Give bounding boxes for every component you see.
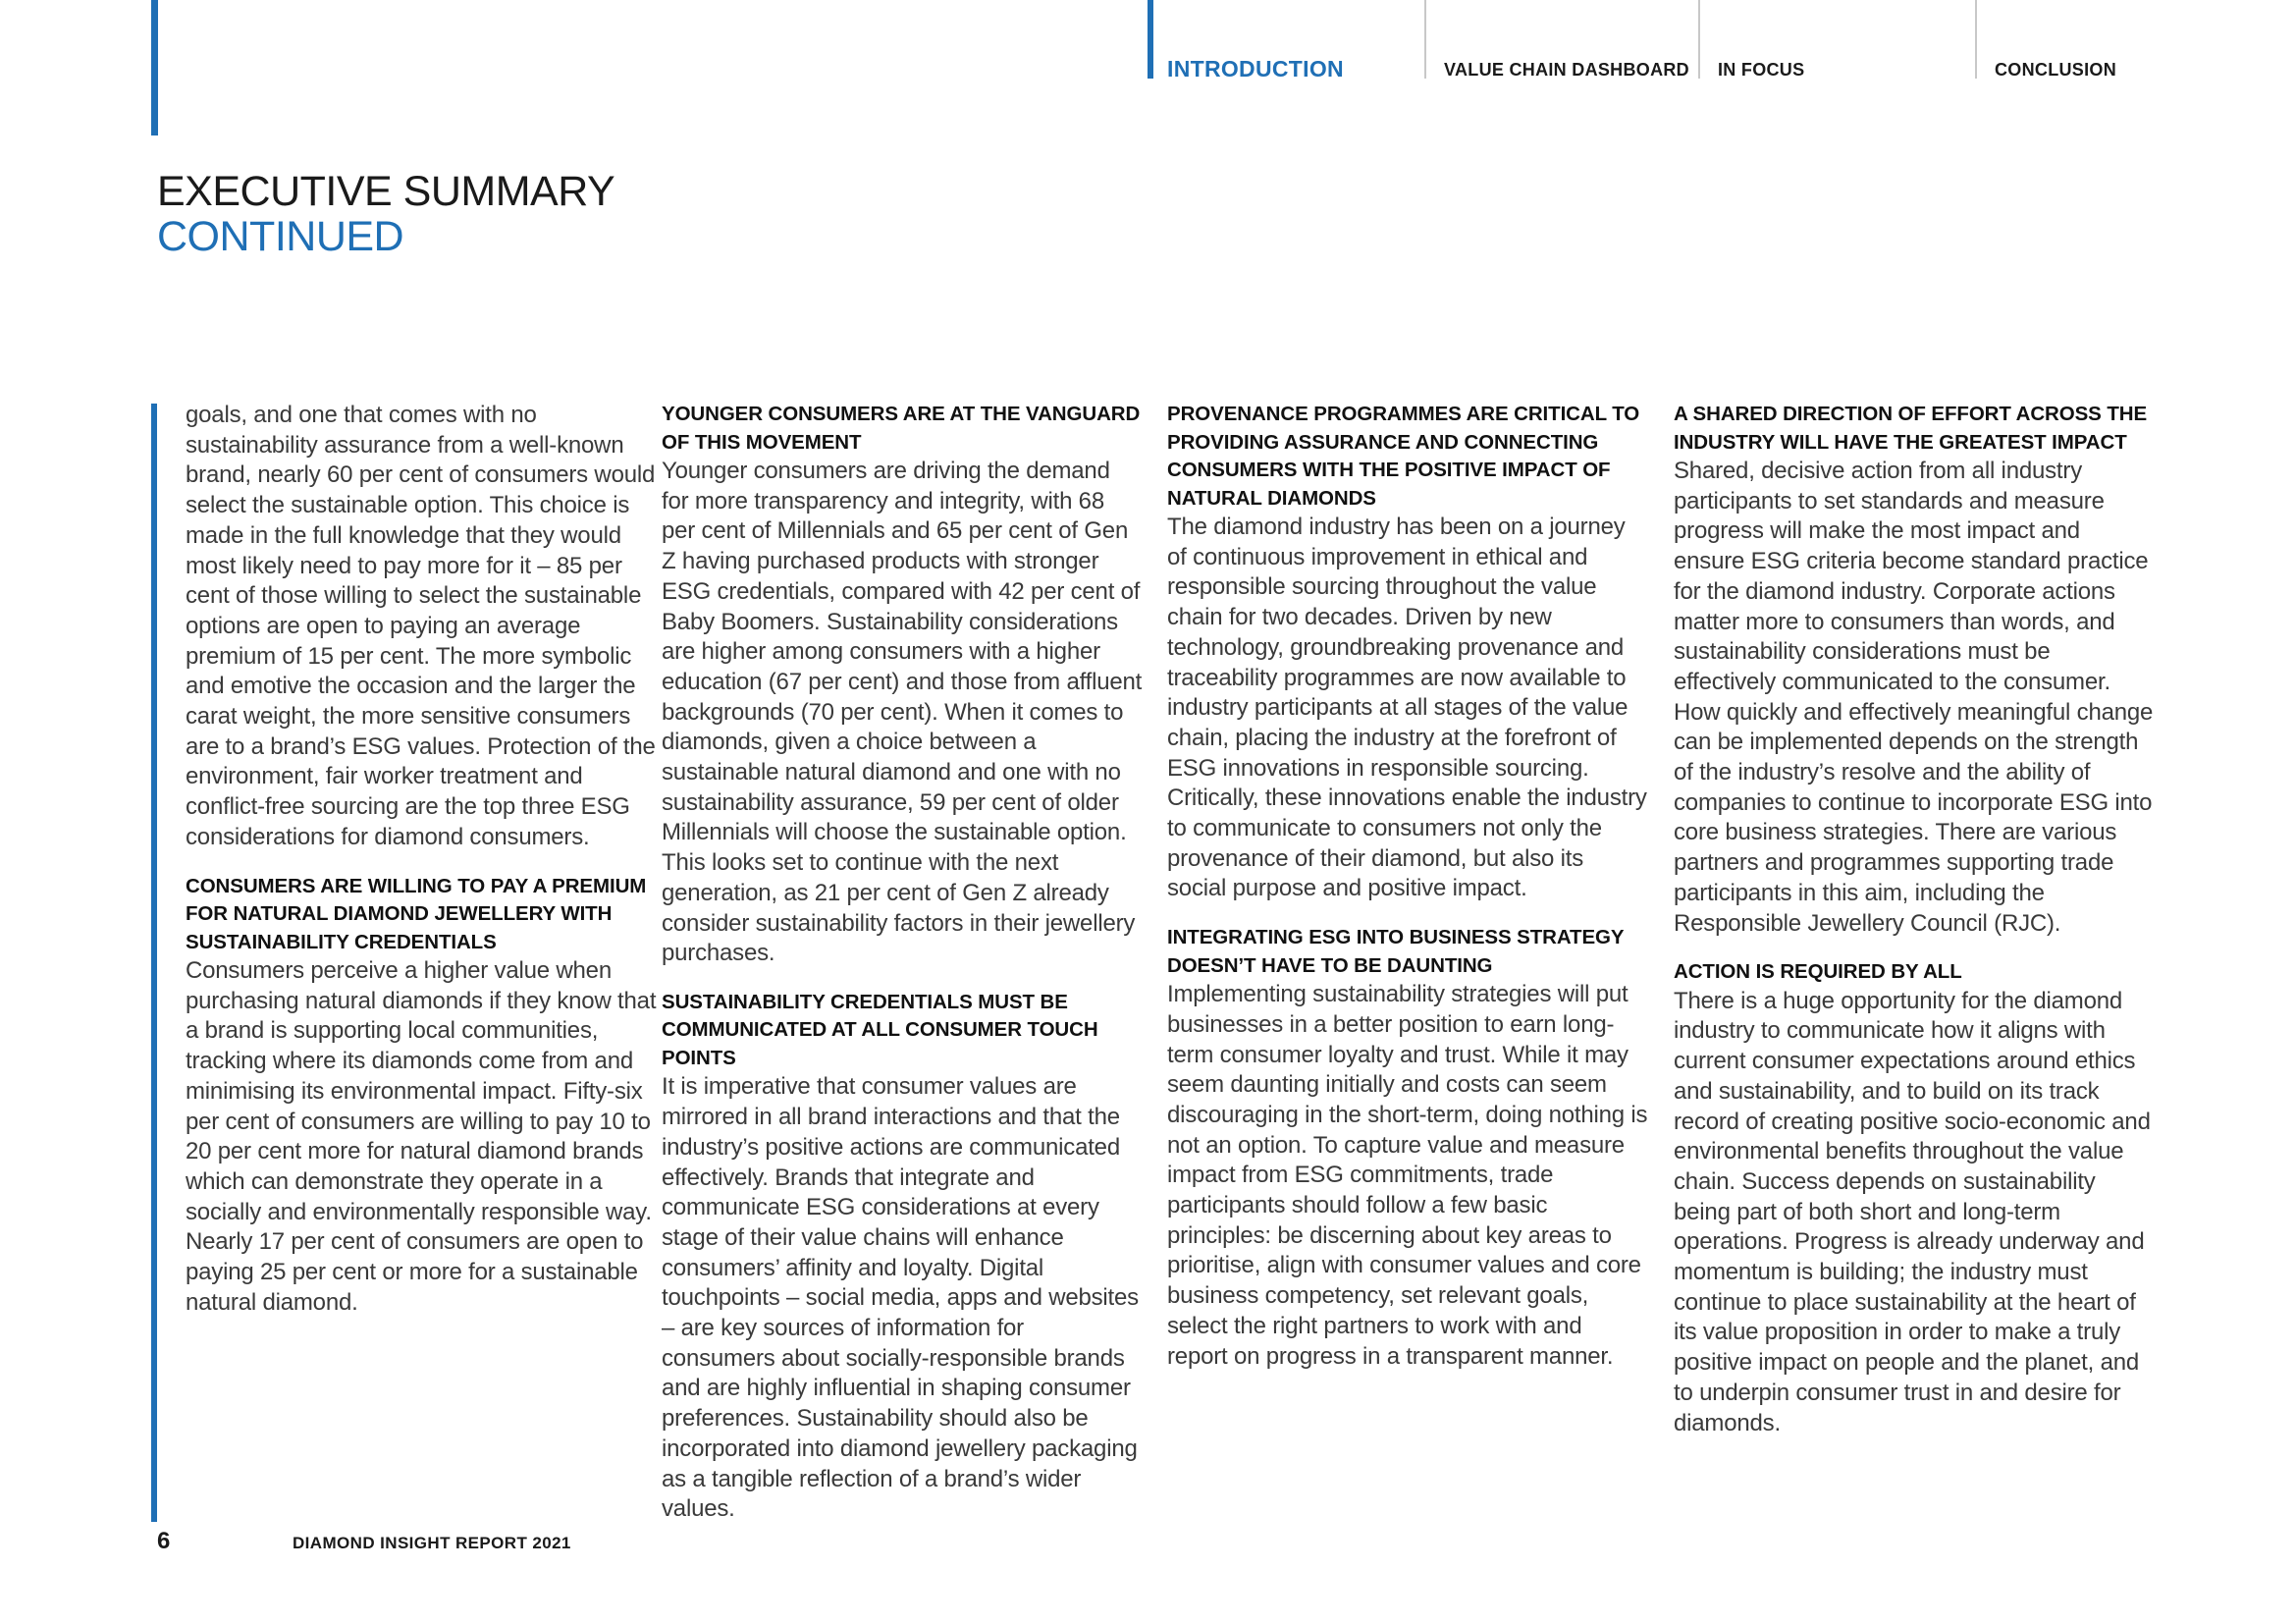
- tab-divider: [1975, 0, 1977, 79]
- body-paragraph: Consumers perceive a higher value when purchasing natural diamonds if they know that a brand is supporting local communities, tracking where its diamonds come from and minimising its environmental impact. Fifty-six per cent of consumers are willing to pay 10 to 20 per cent more for natural diamond brands which can demonstrate they operate in a socially and environmentally responsible way. Nearly 17 per cent of consumers are open to paying 25 per cent or more for a sustainable natural diamond.: [186, 957, 657, 1316]
- section-heading: INTEGRATING ESG INTO BUSINESS STRATEGY DOESN’T HAVE TO BE DAUNTING: [1167, 926, 1625, 977]
- tab-conclusion[interactable]: [1975, 0, 2240, 79]
- column-1: [186, 401, 667, 1318]
- tab-divider: [1424, 0, 1426, 79]
- body-paragraph: The diamond industry has been on a journey of continuous improvement in ethical and responsible sourcing throughout the value chain for two decades. Driven by new technology, groundbreaking provenance and traceability programmes are now available to industry participants at all stages of the value chain, placing the industry at the forefront of ESG innovations in responsible sourcing. Critically, these innovations enable the industry to communicate to consumers not only the provenance of their diamond, but also its social purpose and positive impact.: [1167, 514, 1647, 902]
- body-paragraph: Shared, decisive action from all industry participants to set standards and measure progress will make the most impact and ensure ESG criteria become standard practice for the diamond industry. Corporate actions matter more to consumers than words, and sustainability considerations must be effectively communicated to the consumer. How quickly and effectively meaningful change can be implemented depends on the strength of the industry’s resolve and the ability of companies to continue to incorporate ESG into core business strategies. There are various partners and programmes supporting trade participants in this aim, including the Responsible Jewellery Council (RJC).: [1674, 458, 2154, 937]
- section-heading: CONSUMERS ARE WILLING TO PAY A PREMIUM FOR NATURAL DIAMOND JEWELLERY WITH SUSTAINABILITY CREDENTIALS: [186, 874, 647, 953]
- page-title-line2: CONTINUED: [157, 213, 404, 260]
- body-paragraph: goals, and one that comes with no sustainability assurance from a well-known brand, nearly 60 per cent of consumers would select the sustainable option. This choice is made in the full knowledge that they would most likely need to pay more for it – 85 per cent of those willing to select the sustainable options are open to paying an average premium of 15 per cent. The more symbolic and emotive the occasion and the larger the carat weight, the more sensitive consumers are to a brand’s ESG values. Protection of the environment, fair worker treatment and conflict-free sourcing are the top three ESG considerations for diamond consumers.: [186, 402, 656, 850]
- tab-in-focus[interactable]: [1698, 0, 1963, 79]
- section-heading: A SHARED DIRECTION OF EFFORT ACROSS THE INDUSTRY WILL HAVE THE GREATEST IMPACT: [1674, 403, 2148, 454]
- page-number: 6: [157, 1528, 171, 1554]
- tab-value-chain-dashboard[interactable]: [1424, 0, 1689, 79]
- body-paragraph: Younger consumers are driving the demand for more transparency and integrity, with 68 per cent of Millennials and 65 per cent of Gen Z having purchased products with stronger ESG credentials, compared with 42 per cent of Baby Boomers. Sustainability considerations are higher among consumers with a higher education (67 per cent) and those from affluent backgrounds (70 per cent). When it comes to diamonds, given a choice between a sustainable natural diamond and one with no sustainability assurance, 59 per cent of older Millennials will choose the sustainable option. This looks set to continue with the next generation, as 21 per cent of Gen Z already consider sustainability factors in their jewellery purchases.: [662, 458, 1143, 967]
- tab-label: VALUE CHAIN DASHBOARD: [1444, 60, 1689, 80]
- tab-divider: [1698, 0, 1700, 79]
- body-paragraph: Implementing sustainability strategies will put businesses in a better position to earn long-term consumer loyalty and trust. While it may seem daunting initially and costs can seem discouraging in the short-term, doing nothing is not an option. To capture value and measure impact from ESG commitments, trade participants should follow a few basic principles: be discerning about key areas to prioritise, align with consumer values and core business competency, set relevant goals, select the right partners to work with and report on progress in a transparent manner.: [1167, 981, 1648, 1370]
- page-title-line1: EXECUTIVE SUMMARY: [157, 168, 615, 215]
- tab-label: IN FOCUS: [1718, 60, 1805, 80]
- footer-report-title: DIAMOND INSIGHT REPORT 2021: [293, 1534, 571, 1552]
- column-3: [1167, 401, 1648, 1372]
- tab-divider: [1148, 0, 1153, 79]
- section-heading: SUSTAINABILITY CREDENTIALS MUST BE COMMUNICATED AT ALL CONSUMER TOUCH POINTS: [662, 990, 1098, 1069]
- tab-introduction[interactable]: [1148, 0, 1413, 79]
- tab-label: CONCLUSION: [1995, 60, 2116, 80]
- body-paragraph: There is a huge opportunity for the diamond industry to communicate how it aligns with current consumer expectations around ethics and sustainability, and to build on its track record of creating positive socio-economic and environmental benefits throughout the value chain. Success depends on sustainability being part of both short and long-term operations. Progress is already underway and momentum is building; the industry must continue to place sustainability at the heart of its value proposition in order to make a truly positive impact on people and the planet, and to underpin consumer trust in and desire for diamonds.: [1674, 987, 2151, 1436]
- column-4: [1674, 401, 2155, 1438]
- page-title: [157, 169, 614, 259]
- top-accent-bar: [151, 0, 158, 135]
- body-paragraph: It is imperative that consumer values are mirrored in all brand interactions and that the industry’s positive actions are communicated effectively. Brands that integrate and communicate ESG considerations at every stage of their value chains will enhance consumers’ affinity and loyalty. Digital touchpoints – social media, apps and websites – are key sources of information for consumers about socially-responsible brands and are highly influential in shaping consumer preferences. Sustainability should also be incorporated into diamond jewellery packaging as a tangible reflection of a brand’s wider values.: [662, 1073, 1139, 1523]
- body-accent-bar: [151, 404, 157, 1522]
- section-heading: PROVENANCE PROGRAMMES ARE CRITICAL TO PROVIDING ASSURANCE AND CONNECTING CONSUMERS WITH THE POSITIVE IMPACT OF NATURAL DIAMONDS: [1167, 403, 1640, 510]
- section-heading: ACTION IS REQUIRED BY ALL: [1674, 960, 1962, 984]
- tab-label: INTRODUCTION: [1167, 56, 1344, 81]
- column-2: [662, 401, 1143, 1525]
- section-heading: YOUNGER CONSUMERS ARE AT THE VANGUARD OF THIS MOVEMENT: [662, 403, 1141, 454]
